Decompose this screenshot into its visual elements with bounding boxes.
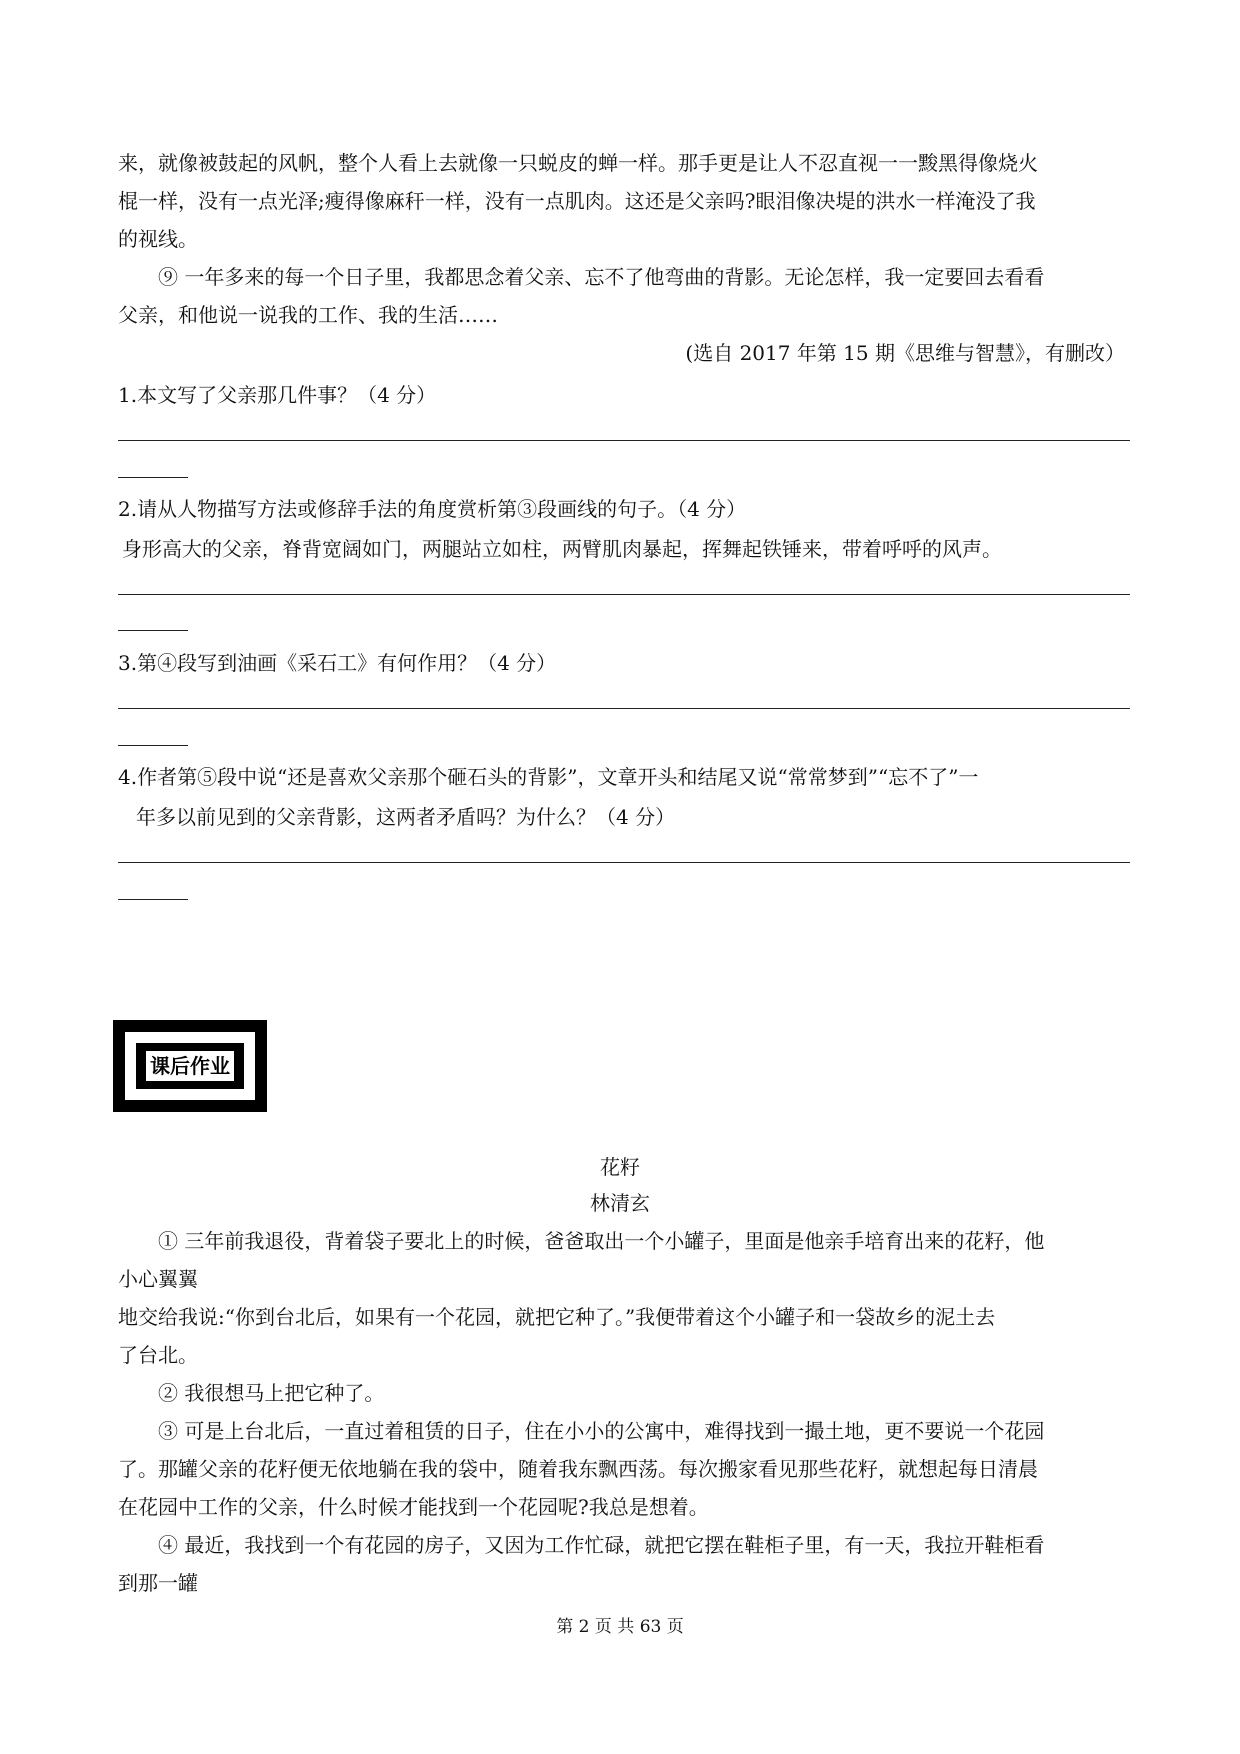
passage-source: (选自 2017 年第 15 期《思维与智慧》，有删改） [685,341,1125,365]
article-author: 林清玄 [590,1191,650,1215]
question-2-quote: 身形高大的父亲，脊背宽阔如门，两腿站立如柱，两臂肌肉暴起，挥舞起铁锤来，带着呼呼的风声。 [122,537,1002,561]
passage-line: 的视线。 [118,227,198,251]
article-line: 了。那罐父亲的花籽便无依地躺在我的袋中，随着我东飘西荡。每次搬家看见那些花籽，就想起每日清晨 [118,1457,1038,1481]
article-line: 了台北。 [118,1343,198,1367]
question-3: 3.第④段写到油画《采石工》有何作用？（4 分） [118,651,557,675]
article-line: 在花园中工作的父亲，什么时候才能找到一个花园呢?我总是想着。 [118,1495,709,1519]
answer-line [118,862,1130,863]
answer-line-tail [118,745,188,746]
article-paragraph-2: ② 我很想马上把它种了。 [158,1381,385,1405]
passage-paragraph-9: ⑨ 一年多来的每一个日子里，我都思念着父亲、忘不了他弯曲的背影。无论怎样，我一定要回去看看 [158,265,1045,289]
article-paragraph-1: ① 三年前我退役，背着袋子要北上的时候，爸爸取出一个小罐子，里面是他亲手培育出来的花籽，他 [158,1229,1045,1253]
article-paragraph-4: ④ 最近，我找到一个有花园的房子，又因为工作忙碌，就把它摆在鞋柜子里，有一天，我拉开鞋柜看 [158,1533,1045,1557]
passage-line: 父亲，和他说一说我的工作、我的生活…… [118,303,498,327]
question-4: 4.作者第⑤段中说“还是喜欢父亲那个砸石头的背影”，文章开头和结尾又说“常常梦到”“忘不了”一 [118,765,979,789]
answer-line [118,440,1130,441]
article-line: 地交给我说:“你到台北后，如果有一个花园，就把它种了。”我便带着这个小罐子和一袋故乡的泥土去 [118,1305,996,1329]
passage-line: 棍一样，没有一点光泽;瘦得像麻秆一样，没有一点肌肉。这还是父亲吗?眼泪像决堤的洪水一样淹没了我 [118,189,1036,213]
article-line: 小心翼翼 [118,1267,198,1291]
answer-line-tail [118,899,188,900]
answer-line-tail [118,477,188,478]
answer-line [118,708,1130,709]
answer-line-tail [118,630,188,631]
question-4-cont: 年多以前见到的父亲背影，这两者矛盾吗？为什么？（4 分） [136,805,676,829]
question-1: 1.本文写了父亲那几件事？（4 分） [118,383,437,407]
article-line: 到那一罐 [118,1571,198,1595]
answer-line [118,594,1130,595]
section-badge [113,1020,267,1112]
passage-line: 来，就像被鼓起的风帆，整个人看上去就像一只蜕皮的蝉一样。那手更是让人不忍直视一一黢黑得像烧火 [118,151,1038,175]
section-badge-label: 课后作业 [146,1051,234,1081]
article-paragraph-3: ③ 可是上台北后，一直过着租赁的日子，住在小小的公寓中，难得找到一撮土地，更不要说一个花园 [158,1419,1045,1443]
question-2: 2.请从人物描写方法或修辞手法的角度赏析第③段画线的句子。（4 分） [118,497,747,521]
page-footer: 第 2 页 共 63 页 [556,1617,684,1637]
article-title: 花籽 [600,1155,640,1179]
